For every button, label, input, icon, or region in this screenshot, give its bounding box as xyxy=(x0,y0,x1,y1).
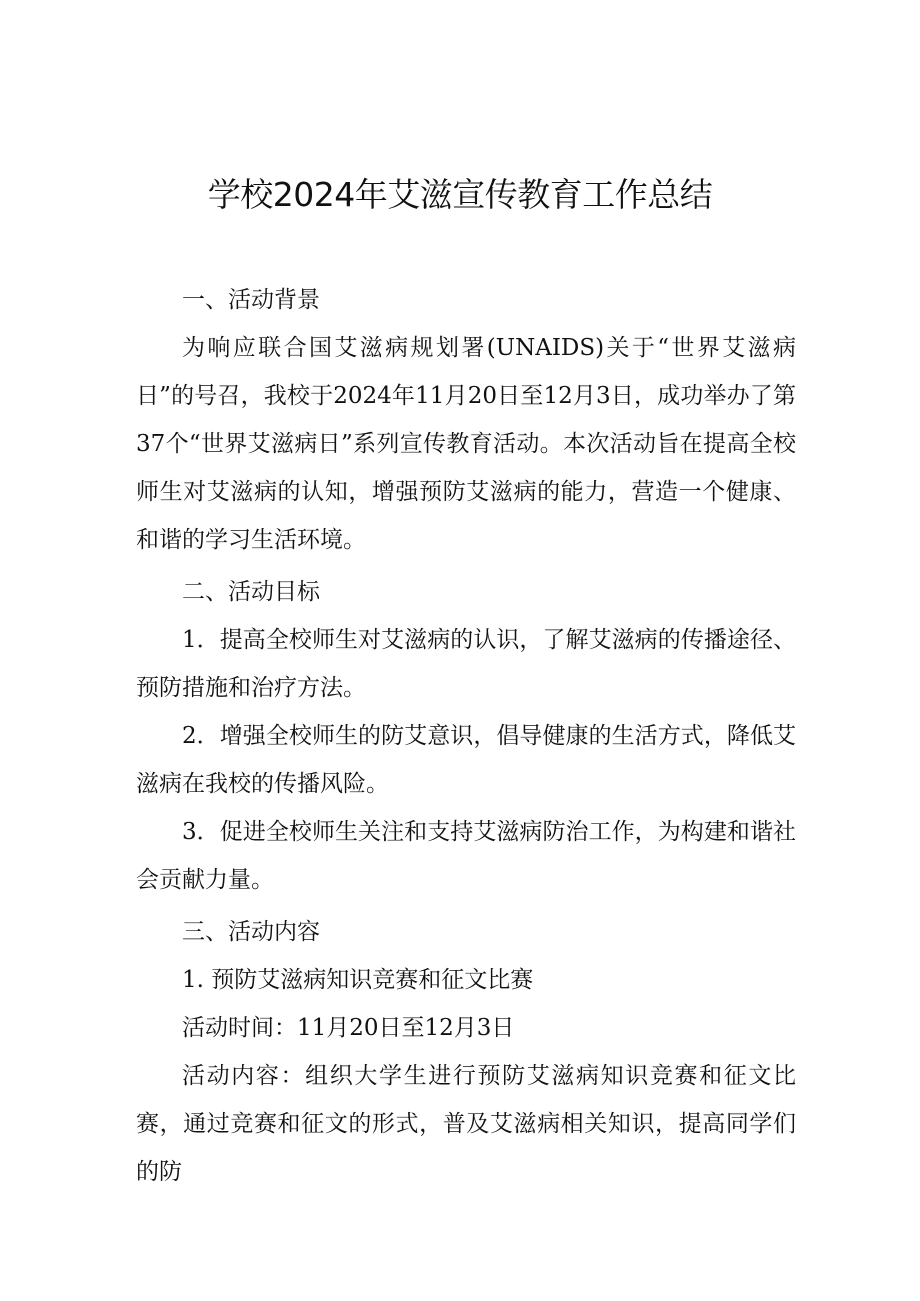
activity-time: 活动时间：11月20日至12月3日 xyxy=(182,1015,515,1041)
goal-item-2: 2．增强全校师生的防艾意识，倡导健康的生活方式，降低艾滋病在我校的传播风险。 xyxy=(136,723,796,797)
section-heading-content: 三、活动内容 xyxy=(182,919,320,945)
background-paragraph: 为响应联合国艾滋病规划署(UNAIDS)关于“世界艾滋病日”的号召，我校于2024年11月20日至12月3日，成功举办了第37个“世界艾滋病日”系列宣传教育活动。本次活动旨在提高全校师生对艾滋病的认知，增强预防艾滋病的能力，营造一个健康、和谐的学习生活环境。 xyxy=(136,335,796,553)
document-body xyxy=(136,276,796,1196)
goal-item-3: 3．促进全校师生关注和支持艾滋病防治工作，为构建和谐社会贡献力量。 xyxy=(136,819,796,893)
document-title: 学校2024年艾滋宣传教育工作总结 xyxy=(207,175,713,214)
activity-content-paragraph: 活动内容：组织大学生进行预防艾滋病知识竞赛和征文比赛，通过竞赛和征文的形式，普及艾滋病相关知识，提高同学们的防 xyxy=(136,1063,796,1185)
content-item-title: 1. 预防艾滋病知识竞赛和征文比赛 xyxy=(182,967,534,993)
goal-item-1: 1．提高全校师生对艾滋病的认识，了解艾滋病的传播途径、预防措施和治疗方法。 xyxy=(136,627,796,701)
section-heading-background: 一、活动背景 xyxy=(182,287,320,313)
section-heading-goals: 二、活动目标 xyxy=(182,579,320,605)
